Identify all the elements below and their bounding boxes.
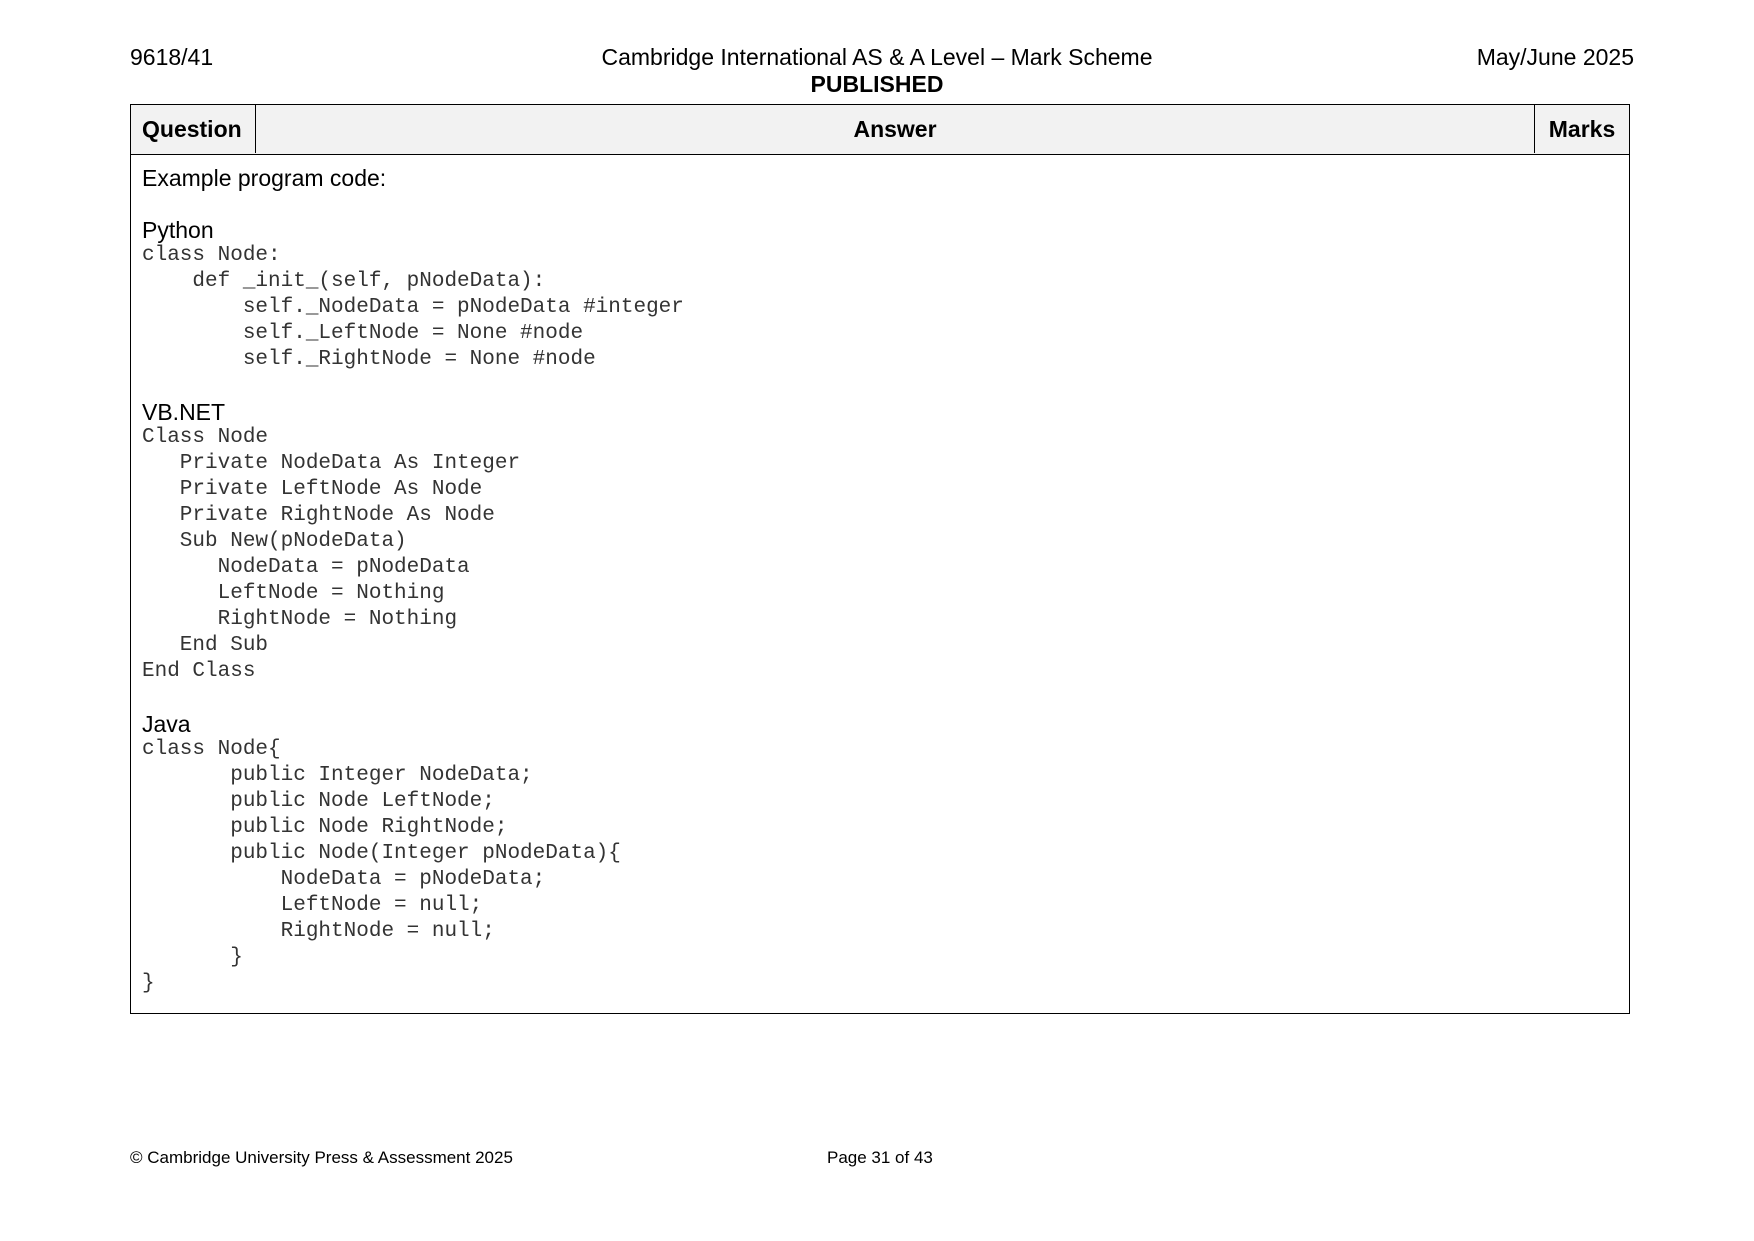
vbnet-code-block: Class Node Private NodeData As Integer Private LeftNode As Node Private RightNode As Node Sub New(pNodeData) NodeData = pNodeData LeftNode = Nothing RightNode = Nothing End Sub End Class [142, 426, 521, 683]
paper-code: 9618/41 [130, 44, 214, 70]
answer-intro: Example program code: [142, 165, 387, 191]
spacer [142, 373, 1619, 399]
marks-column-header: Marks [1548, 116, 1616, 142]
exam-session: May/June 2025 [1476, 44, 1634, 70]
page-number: Page 31 of 43 [827, 1148, 933, 1167]
mark-scheme-title: Cambridge International AS & A Level – Mark Scheme [601, 44, 1153, 70]
python-code-block: class Node: def _init_(self, pNodeData): self._NodeData = pNodeData #integer self._LeftNode = None #node self._RightNode = None #node [142, 244, 684, 371]
java-code-block: class Node{ public Integer NodeData; public Node LeftNode; public Node RightNode; public Node(Integer pNodeData){ NodeData = pNodeData; LeftNode = null; RightNode = null; } } [142, 738, 621, 995]
question-column-header: Question [131, 105, 256, 153]
vbnet-label: VB.NET [142, 399, 226, 425]
table-header-row [131, 105, 1629, 155]
answer-column-header: Answer [256, 105, 1535, 153]
published-label: PUBLISHED [810, 71, 944, 97]
spacer [142, 685, 1619, 711]
java-label: Java [142, 711, 191, 737]
spacer [142, 191, 1619, 217]
mark-scheme-table [130, 104, 1630, 1014]
copyright-notice: © Cambridge University Press & Assessment 2025 [130, 1148, 513, 1167]
answer-cell [142, 165, 1619, 997]
python-label: Python [142, 217, 214, 243]
